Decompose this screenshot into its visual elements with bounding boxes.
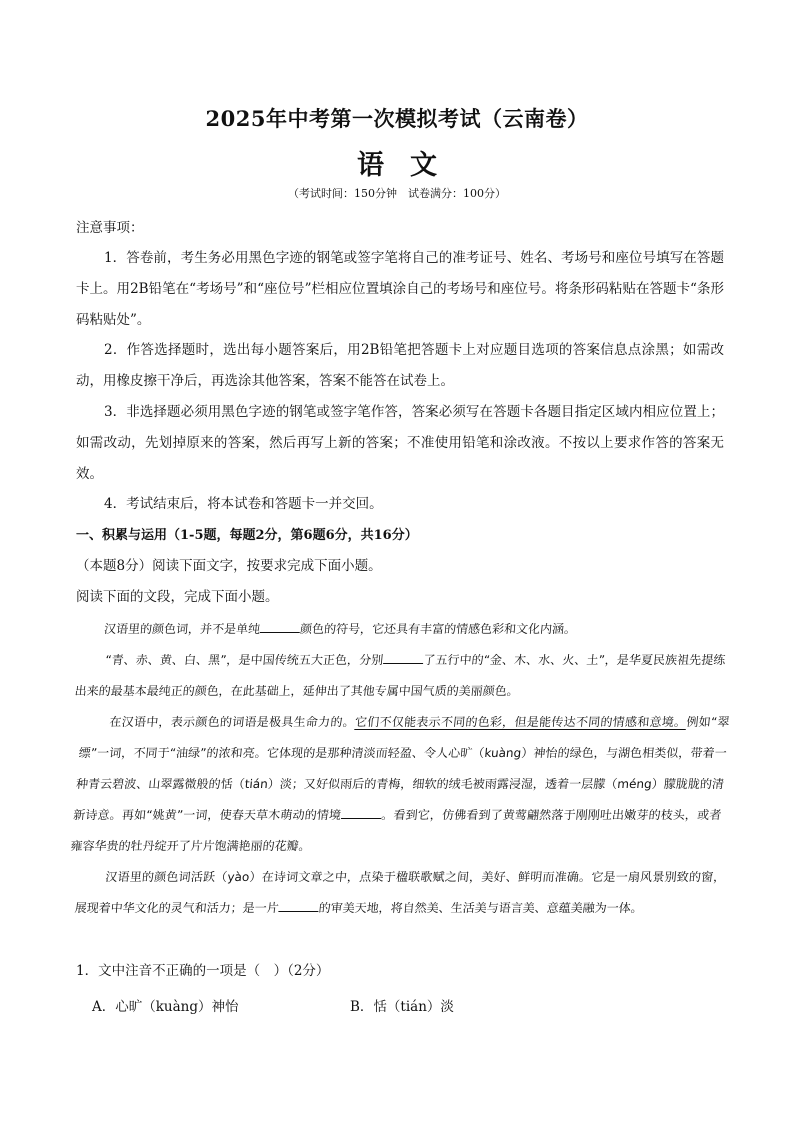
notice-item-4: 4．考试结束后，将本试卷和答题卡一并交回。 bbox=[104, 496, 383, 512]
passage-text: 颜色的符号，它还具有丰富的情感色彩和文化内涵。 bbox=[299, 622, 577, 636]
passage-paragraph-2 bbox=[73, 645, 726, 707]
passage-paragraph-4 bbox=[73, 862, 726, 924]
notice-item-3: 3．非选择题必须用黑色字迹的钢笔或签字笔作答，答案必须写在答题卡各题目指定区域内相应位置上；如需改动，先划掉原来的答案，然后再写上新的答案；不准使用铅笔和涂改液。不按以上要求作答的答案无效。 bbox=[76, 404, 724, 482]
question-1-stem: 1．文中注音不正确的一项是（ ）（2分） bbox=[76, 963, 330, 979]
section-heading: 一、积累与运用（1-5题，每题2分，第6题6分，共16分） bbox=[76, 528, 418, 543]
passage-paragraph-1 bbox=[75, 614, 726, 645]
passage-text: 汉语里的颜色词，并不是单纯 bbox=[103, 622, 261, 636]
option-a: A．心旷（kuàng）神怡 bbox=[92, 999, 239, 1015]
passage-text: 在汉语中，表示颜色的词语是极具生命力的。 bbox=[108, 715, 356, 729]
notice-item-2: 2．作答选择题时，选出每小题答案后，用2B铅笔把答题卡上对应题目选项的答案信息点涂黑；如需改动，用橡皮擦干净后，再选涂其他答案，答案不能答在试卷上。 bbox=[76, 342, 724, 389]
fill-blank bbox=[383, 649, 424, 664]
passage-text: 汉语里的颜色词活跃（yào）在诗词文章之中，点染于楹联歌赋之间，美好、鲜明而准确。它是一扇风景别致的窗，展现着中华文化的灵气和活力；是一片 bbox=[74, 870, 727, 915]
fill-blank bbox=[260, 618, 301, 633]
notice-item-1: 1．答卷前，考生务必用黑色字迹的钢笔或签字笔将自己的准考证号、姓名、考场号和座位号填写在答题卡上。用2B铅笔在“考场号”和“座位号”栏相应位置填涂自己的考场号和座位号。将条形码粘贴在答题卡“条形码粘贴处”。 bbox=[76, 250, 724, 328]
passage-text: 。看到它，仿佛看到了黄莺翩然落于刚刚吐出嫩芽的枝头，或者雍容华贵的牡丹绽开了片片饱满艳丽的花瓣。 bbox=[70, 808, 722, 853]
passage-text: 了五行中的“金、木、水、火、土”，是华夏民族祖先提练出来的最基本最纯正的颜色，在此基础上，延伸出了其他专属中国气质的美丽颜色。 bbox=[74, 653, 727, 698]
exam-title: 2025年中考第一次模拟考试（云南卷） bbox=[205, 106, 589, 131]
question-1-options bbox=[92, 992, 712, 1023]
passage-text: 的审美天地，将自然美、生活美与语言美、意蕴美融为一体。 bbox=[318, 901, 644, 915]
option-b: B．恬（tián）淡 bbox=[350, 999, 454, 1015]
notice-label: 注意事项： bbox=[76, 220, 144, 236]
passage-text: 例如“翠缥”一词，不同于“油绿”的浓和亮。它体现的是那种清淡而轻盈、令人心旷（kuàng）神怡的绿色，与湖色相类似，带着一种青云碧波、山翠露微般的恬（tián）淡；又好似雨后的青梅，细软的绒毛被雨露浸湿，透着一层朦（méng）朦胧胧的清新诗意。再如“姚黄”一词，使春天草木萌动的情境 bbox=[72, 715, 731, 822]
passage-paragraph-3 bbox=[69, 707, 731, 862]
section-intro-2: 阅读下面的文段，完成下面小题。 bbox=[76, 589, 279, 605]
passage-text: “青、赤、黄、白、黑”，是中国传统五大正色，分别 bbox=[104, 653, 384, 667]
fill-blank bbox=[278, 897, 319, 912]
underlined-sentence: 它们不仅能表示不同的色彩，但是能传达不同的情感和意境。 bbox=[354, 715, 688, 729]
section-intro-1: （本题8分）阅读下面文字，按要求完成下面小题。 bbox=[76, 558, 382, 574]
fill-blank bbox=[341, 804, 382, 819]
subject-title: 语文 bbox=[357, 150, 463, 181]
exam-info: （考试时间：150分钟 试卷满分：100分） bbox=[288, 187, 506, 200]
